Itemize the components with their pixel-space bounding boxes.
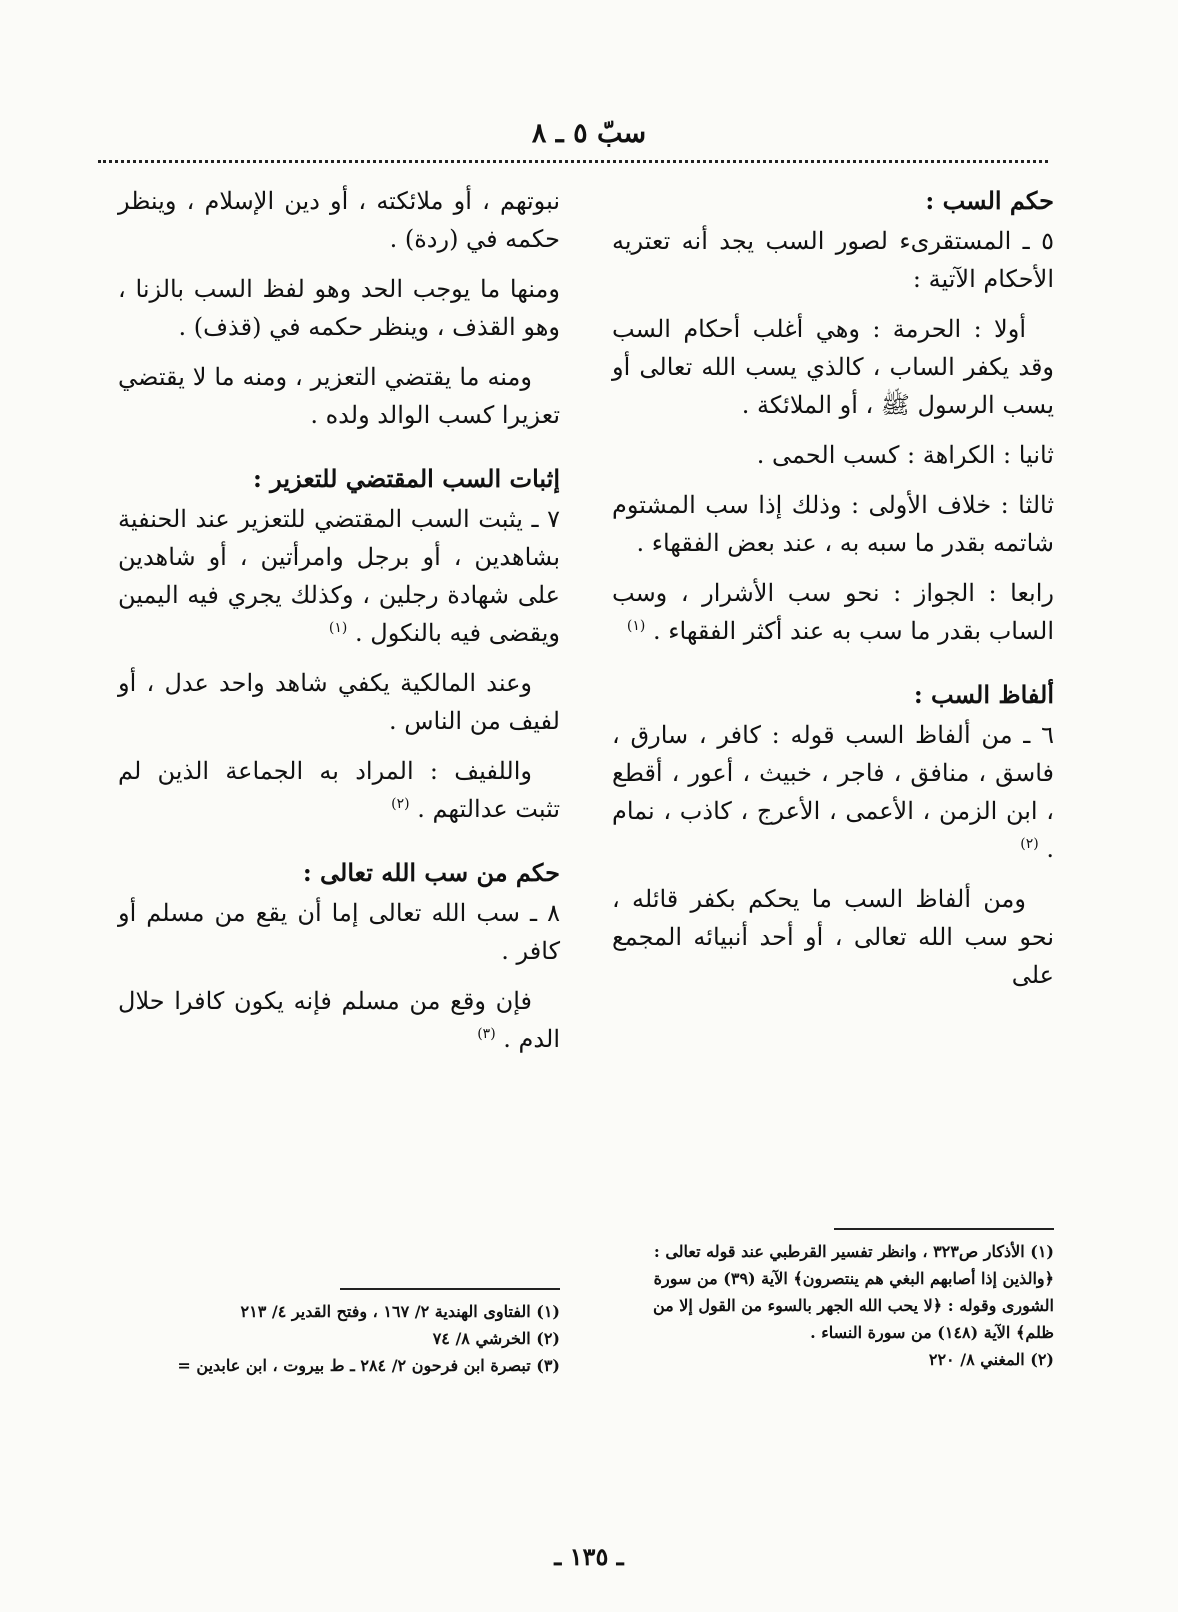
footnote-ref: (١) [328,620,348,636]
right-column [612,182,1054,1006]
paragraph: ومنها ما يوجب الحد وهو لفظ السب بالزنا ، وهو القذف ، وينظر حكمه في (قذف) . [118,275,560,341]
page-number: ـ ١٣٥ ـ [554,1542,624,1571]
footnotes-right [612,1228,1054,1373]
footnote: (٢) المغني ٨/ ٢٢٠ [928,1350,1054,1369]
header-dotted-rule [98,160,1048,163]
paragraph: نبوتهم ، أو ملائكته ، أو دين الإسلام ، وينظر حكمه في (ردة) . [118,187,560,253]
section-heading-ruling: حكم السب : [925,186,1054,215]
footnote-rule [834,1228,1054,1230]
paragraph-text: واللفيف : المراد به الجماعة الذين لم تثبت عدالتهم . [118,757,560,823]
paragraph [118,500,560,652]
paragraph: ومن ألفاظ السب ما يحكم بكفر قائله ، نحو سب الله تعالى ، أو أحد أنبيائه المجمع على [612,885,1054,989]
paragraph: ومنه ما يقتضي التعزير ، ومنه ما لا يقتضي تعزيرا كسب الوالد ولده . [118,363,560,429]
running-header: سبّ ٥ ـ ٨ [531,118,647,149]
paragraph [118,982,560,1058]
paragraph: ثالثا : خلاف الأولى : وذلك إذا سب المشتوم شاتمه بقدر ما سبه به ، عند بعض الفقهاء . [612,491,1054,557]
footnote-ref: (١) [626,618,646,634]
paragraph-text: ٧ ـ يثبت السب المقتضي للتعزير عند الحنفية بشاهدين ، أو برجل وامرأتين ، أو شاهدين على شهادة رجلين ، وكذلك يجري فيه اليمين ويقضى فيه بالنكول . [118,505,560,647]
footnote: (١) الفتاوى الهندية ٢/ ١٦٧ ، وفتح القدير ٤/ ٢١٣ [240,1302,560,1321]
footnote-ref: (٣) [477,1026,496,1042]
paragraph: ٨ ـ سب الله تعالى إما أن يقع من مسلم أو كافر . [118,899,560,965]
paragraph: ثانيا : الكراهة : كسب الحمى . [756,441,1054,469]
paragraph-text: رابعا : الجواز : نحو سب الأشرار ، وسب الساب بقدر ما سب به عند أكثر الفقهاء . [612,579,1054,645]
paragraph [118,752,560,828]
footnote: (٣) تبصرة ابن فرحون ٢/ ٢٨٤ ـ ط بيروت ، ابن عابدين = [177,1356,560,1375]
paragraph: وعند المالكية يكفي شاهد واحد عدل ، أو لفيف من الناس . [118,669,560,735]
footnote: (١) الأذكار ص٣٢٣ ، وانظر تفسير القرطبي عند قوله تعالى : ﴿والذين إذا أصابهم البغي هم ينتصرون﴾ الآية (٣٩) من سورة الشورى وقوله : ﴿لا يحب الله الجهر بالسوء من القول إلا من ظلم﴾ الآية (١٤٨) من سورة النساء . [652,1242,1054,1342]
left-column [118,182,560,1070]
section-heading-words: ألفاظ السب : [913,680,1054,709]
paragraph [612,574,1054,650]
footnotes-left [118,1288,560,1379]
paragraph: ٥ ـ المستقرىء لصور السب يجد أنه تعتريه الأحكام الآتية : [612,227,1054,293]
footnote-ref: (٢) [391,796,410,812]
paragraph-text: فإن وقع من مسلم فإنه يكون كافرا حلال الدم . [118,987,560,1053]
footnote-ref: (٢) [1020,836,1039,852]
footnote: (٢) الخرشي ٨/ ٧٤ [432,1329,560,1348]
section-heading-blasphemy: حكم من سب الله تعالى : [302,858,560,887]
paragraph: أولا : الحرمة : وهي أغلب أحكام السب وقد يكفر الساب ، كالذي يسب الله تعالى أو يسب الرسول ﷺ ، أو الملائكة . [612,315,1054,419]
paragraph [612,716,1054,868]
paragraph-text: ٦ ـ من ألفاظ السب قوله : كافر ، سارق ، فاسق ، منافق ، فاجر ، خبيث ، أعور ، أقطع ، ابن الزمن ، الأعمى ، الأعرج ، كاذب ، نمام . [612,721,1054,863]
section-heading-proof: إثبات السب المقتضي للتعزير : [252,464,560,493]
footnote-rule [340,1288,560,1290]
